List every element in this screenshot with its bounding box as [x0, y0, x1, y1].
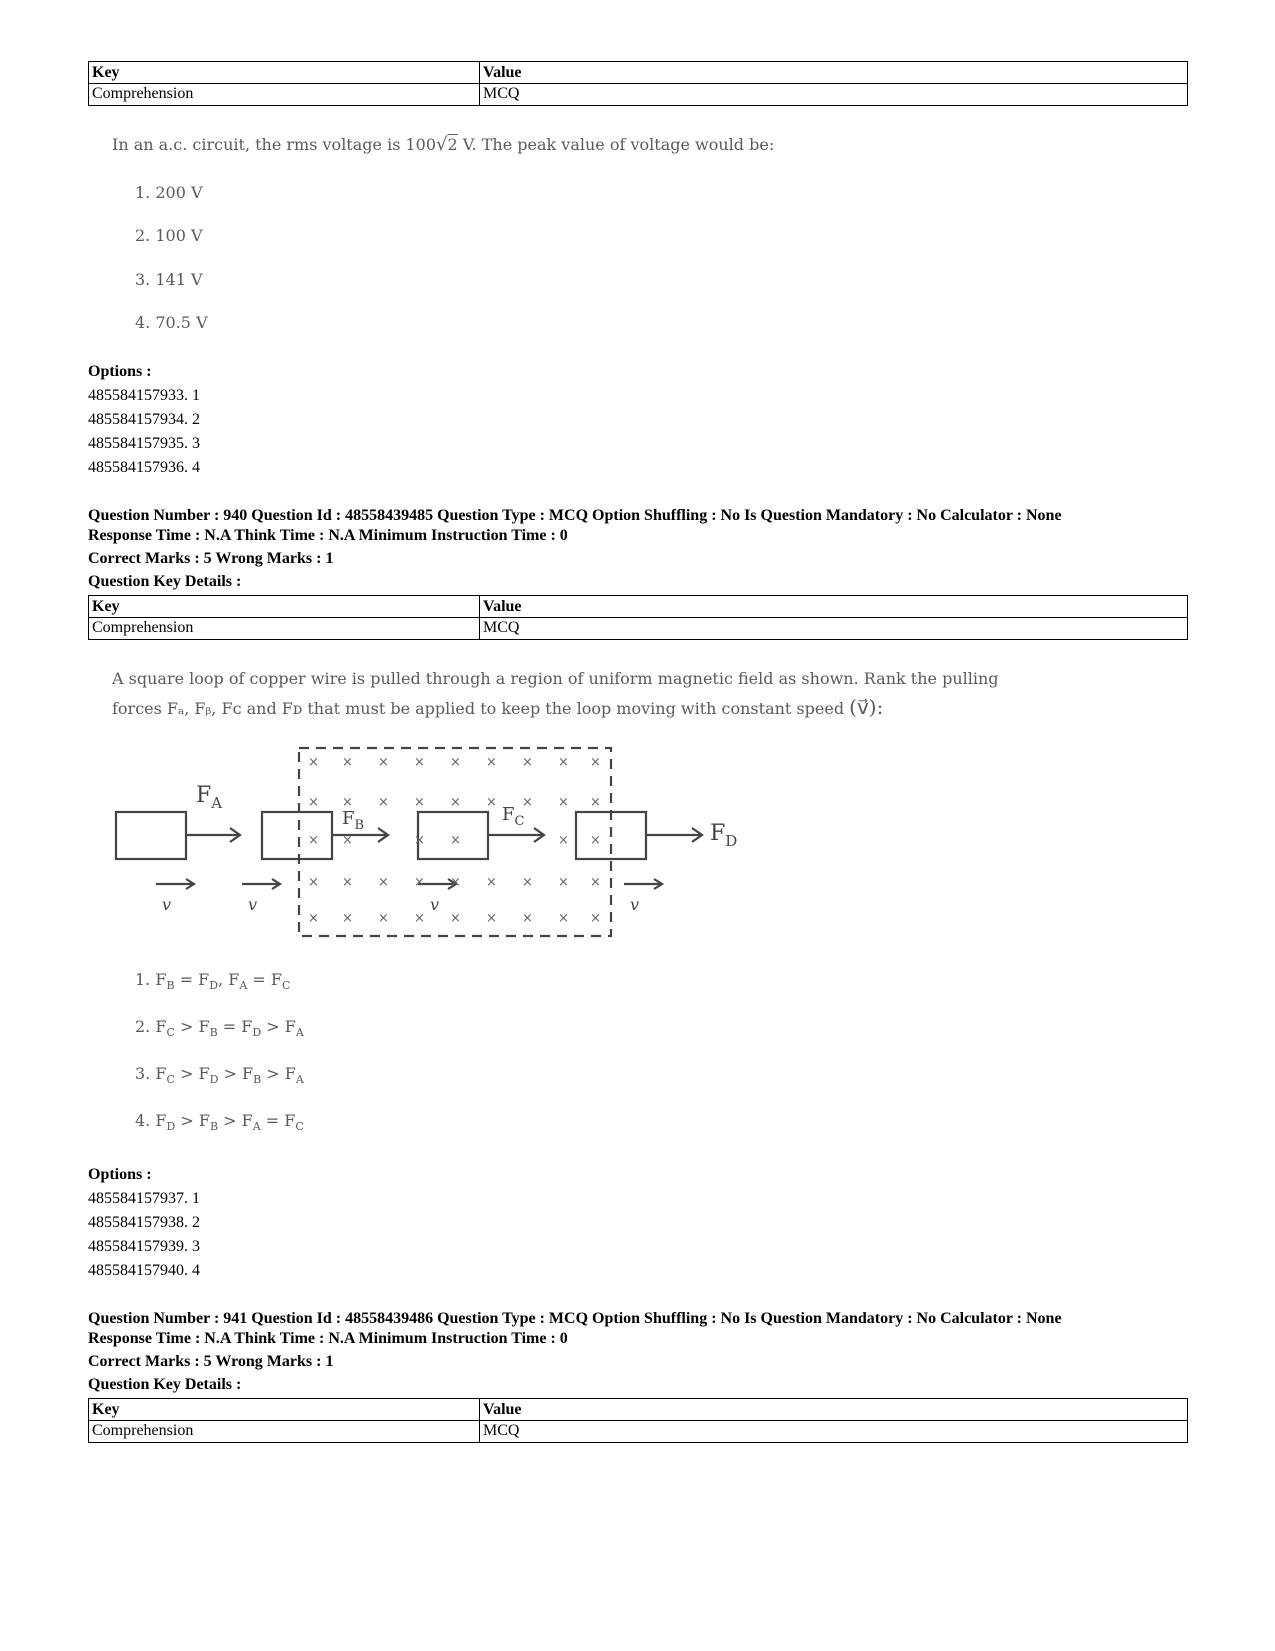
svg-text:×: ×: [450, 911, 461, 926]
option-item: 485584157938. 2: [88, 1214, 200, 1231]
svg-text:×: ×: [486, 911, 497, 926]
options-list-prev: [88, 360, 200, 480]
value-cell: MCQ: [480, 1421, 1188, 1443]
key-cell: Comprehension: [89, 1421, 480, 1443]
field-x-marks: [308, 755, 601, 926]
options-label: Options :: [88, 363, 152, 380]
svg-text:×: ×: [342, 755, 353, 770]
svg-text:×: ×: [414, 875, 425, 890]
key-cell: Comprehension: [89, 618, 480, 640]
svg-text:×: ×: [558, 875, 569, 890]
question-meta-940: Question Number : 940 Question Id : 48558439485 Question Type : MCQ Option Shuffling : No Is Question Mandatory : No Calculator : None Response Time : N.A Think Time : N.A Minimum Instruction Time : 0 Correct Marks : 5 Wrong Marks : 1 Question Key Details :: [88, 507, 1062, 590]
svg-text:×: ×: [590, 795, 601, 810]
choice-4: 4. 70.5 V: [135, 313, 208, 332]
choice-940-3: 3. $F_C > F_D > F_B > F_A$: [135, 1064, 304, 1087]
question-meta-941: Question Number : 941 Question Id : 48558439486 Question Type : MCQ Option Shuffling : No Is Question Mandatory : No Calculator : None Response Time : N.A Think Time : N.A Minimum Instruction Time : 0 Correct Marks : 5 Wrong Marks : 1 Question Key Details :: [88, 1310, 1062, 1393]
choice-940-4: 4. $F_D > F_B > F_A = F_C$: [135, 1111, 304, 1134]
value-header: Value: [480, 62, 1188, 84]
choice-940-2: 2. $F_C > F_B = F_D > F_A$: [135, 1017, 304, 1040]
question-image-prev: [112, 134, 774, 155]
svg-text:×: ×: [450, 833, 461, 848]
svg-text:×: ×: [522, 795, 533, 810]
label-v: v: [630, 895, 640, 914]
choice-2: 2. 100 V: [135, 226, 203, 245]
svg-text:×: ×: [342, 795, 353, 810]
svg-text:×: ×: [308, 755, 319, 770]
svg-text:×: ×: [308, 833, 319, 848]
label-fa: $F_A$: [196, 783, 223, 812]
svg-text:×: ×: [308, 795, 319, 810]
key-header: Key: [89, 62, 480, 84]
svg-text:×: ×: [414, 795, 425, 810]
loop-b: [262, 812, 332, 859]
value-header: Value: [480, 1399, 1188, 1421]
svg-text:×: ×: [450, 755, 461, 770]
choice-1: 1. 200 V: [135, 183, 203, 202]
svg-text:×: ×: [558, 755, 569, 770]
value-header: Value: [480, 596, 1188, 618]
option-item: 485584157934. 2: [88, 411, 200, 428]
svg-text:×: ×: [558, 795, 569, 810]
question-stem-940: A square loop of copper wire is pulled through a region of uniform magnetic field as shown. Rank the pulling forces Fₐ, Fᵦ, Fᴄ and Fᴅ that must be applied to keep the loop moving with constant speed (v⃗):: [112, 669, 999, 719]
svg-text:×: ×: [558, 911, 569, 926]
svg-text:×: ×: [378, 875, 389, 890]
option-item: 485584157937. 1: [88, 1190, 200, 1207]
label-v: v: [430, 895, 440, 914]
svg-text:×: ×: [486, 875, 497, 890]
svg-text:×: ×: [590, 911, 601, 926]
svg-text:×: ×: [342, 911, 353, 926]
options-list-940: [88, 1163, 200, 1283]
option-item: 485584157940. 4: [88, 1262, 200, 1279]
label-fb: $F_B$: [342, 808, 365, 833]
label-fd: $F_D$: [710, 821, 738, 850]
key-value-table-prev: [88, 61, 1188, 106]
option-item: 485584157939. 3: [88, 1238, 200, 1255]
svg-text:×: ×: [378, 795, 389, 810]
value-cell: MCQ: [480, 84, 1188, 106]
svg-text:×: ×: [522, 911, 533, 926]
svg-text:×: ×: [414, 911, 425, 926]
svg-text:×: ×: [308, 875, 319, 890]
value-cell: MCQ: [480, 618, 1188, 640]
svg-text:×: ×: [342, 833, 353, 848]
key-cell: Comprehension: [89, 84, 480, 106]
label-v: v: [248, 895, 258, 914]
label-fc: $F_C$: [502, 804, 525, 829]
svg-text:×: ×: [590, 833, 601, 848]
label-v: v: [162, 895, 172, 914]
loop-a: [116, 812, 186, 859]
key-value-table-940: [88, 595, 1188, 640]
svg-text:×: ×: [378, 911, 389, 926]
svg-text:×: ×: [522, 875, 533, 890]
key-header: Key: [89, 1399, 480, 1421]
svg-text:×: ×: [590, 755, 601, 770]
svg-text:×: ×: [450, 875, 461, 890]
svg-text:×: ×: [486, 795, 497, 810]
svg-text:×: ×: [342, 875, 353, 890]
svg-text:×: ×: [522, 755, 533, 770]
svg-text:×: ×: [414, 755, 425, 770]
svg-text:×: ×: [590, 875, 601, 890]
svg-text:×: ×: [450, 795, 461, 810]
choice-940-1: 1. $F_B = F_D$, $F_A = F_C$: [135, 970, 291, 993]
svg-text:×: ×: [308, 911, 319, 926]
option-item: 485584157936. 4: [88, 459, 200, 476]
svg-text:×: ×: [486, 755, 497, 770]
option-item: 485584157935. 3: [88, 435, 200, 452]
question-stem: In an a.c. circuit, the rms voltage is 100√2 V. The peak value of voltage would be:: [112, 134, 775, 155]
svg-text:×: ×: [558, 833, 569, 848]
svg-text:×: ×: [378, 755, 389, 770]
choice-3: 3. 141 V: [135, 270, 203, 289]
option-item: 485584157933. 1: [88, 387, 200, 404]
options-label: Options :: [88, 1166, 152, 1183]
svg-text:×: ×: [414, 833, 425, 848]
key-value-table-941: [88, 1398, 1188, 1443]
key-header: Key: [89, 596, 480, 618]
magnetic-field-diagram: [112, 740, 772, 950]
